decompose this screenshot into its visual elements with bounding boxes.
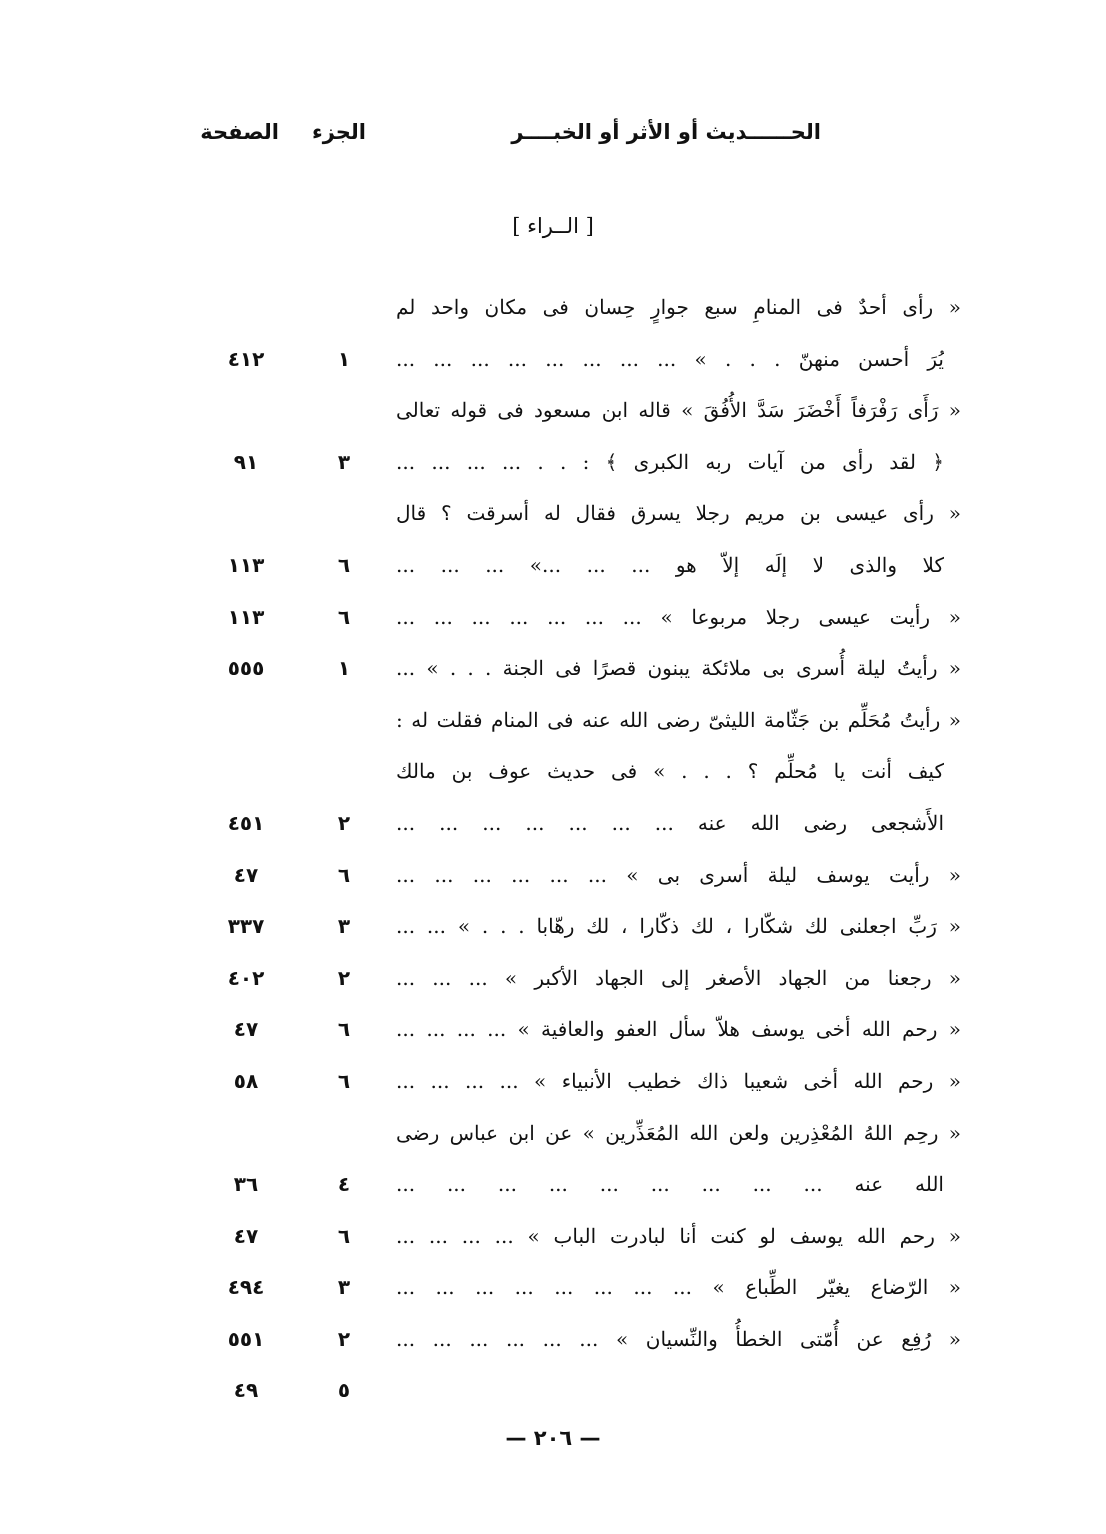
- entry-volume: ٣: [337, 1275, 351, 1300]
- index-row: [0, 1108, 1106, 1160]
- entry-text: « رَبِّ اجعلنى لك شكّارا ، لك ذكّارا ، لك رهّابا . . . » ... ...: [396, 914, 961, 939]
- entry-volume: ٣: [337, 914, 351, 939]
- entry-text: « رأيتُ ليلة أُسرى بى ملائكة يبنون قصرًا فى الجنة . . . » ...: [396, 656, 961, 681]
- entry-text: « رحِم اللهُ المُعْذِرين ولعن الله المُعَذِّرين » عن ابن عباس رضى: [396, 1120, 961, 1145]
- index-row: [0, 437, 1106, 489]
- entry-volume: ٦: [337, 862, 351, 887]
- index-row: [0, 643, 1106, 695]
- entry-page: ٥٥٥: [227, 656, 265, 681]
- index-row: [0, 1262, 1106, 1314]
- index-row: [0, 592, 1106, 644]
- index-row: [0, 1211, 1106, 1263]
- page-number: — ٢٠٦ —: [505, 1426, 601, 1450]
- section-title: [ الــراء ]: [512, 214, 594, 238]
- entry-page: ١١٣: [227, 604, 265, 629]
- entry-text: « رُفِع عن أُمّتى الخطأُ والنِّسيان » ... ... ... ... ... ...: [396, 1326, 961, 1351]
- entry-volume: ٦: [337, 1068, 351, 1093]
- index-row: [0, 282, 1106, 334]
- index-row: [0, 746, 1106, 798]
- index-row: [0, 488, 1106, 540]
- index-row: [0, 1159, 1106, 1211]
- entry-text: كيف أنت يا مُحلِّم ؟ . . . » فى حديث عوف بن مالك: [396, 759, 944, 784]
- index-row: [0, 798, 1106, 850]
- index-row: [0, 953, 1106, 1005]
- entry-volume: ٢: [337, 965, 351, 990]
- entry-page: ٤٧: [233, 862, 259, 887]
- entry-page: ٤٩: [233, 1378, 259, 1403]
- entry-page: ٤٠٢: [227, 965, 265, 990]
- entry-volume: ٢: [337, 810, 351, 835]
- entry-volume: ١: [337, 346, 351, 371]
- entry-volume: ٣: [337, 449, 351, 474]
- entry-volume: ٦: [337, 552, 351, 577]
- entry-text: « رأى عيسى بن مريم رجلا يسرق فقال له أسرقت ؟ قال: [396, 501, 961, 526]
- column-header-hadith: الحــــــديث أو الأثر أو الخبــــر: [511, 120, 821, 144]
- entry-page: ١١٣: [227, 552, 265, 577]
- index-row: [0, 1314, 1106, 1366]
- entry-text: [396, 1365, 961, 1417]
- hadith-index-list: [0, 282, 1106, 1417]
- entry-page: ٥٥١: [227, 1326, 265, 1351]
- entry-volume: ٦: [337, 604, 351, 629]
- entry-page: ٤١٢: [227, 346, 265, 371]
- entry-text: « رحم الله أخى يوسف هلاّ سأل العفو والعافية » ... ... ... ...: [396, 1017, 961, 1042]
- entry-volume: ٢: [337, 1326, 351, 1351]
- entry-text: « الرّضاع يغيّر الطِّباع » ... ... ... ... ... ... ... ...: [396, 1275, 961, 1300]
- entry-text: « رحم الله يوسف لو كنت أنا لبادرت الباب » ... ... ... ...: [396, 1223, 961, 1248]
- entry-page: ٣٣٧: [227, 914, 265, 939]
- index-row: [0, 1365, 1106, 1417]
- entry-text: « رحم الله أخى شعيبا ذاك خطيب الأنبياء » ... ... ... ...: [396, 1068, 961, 1093]
- entry-text: الله عنه ... ... ... ... ... ... ... ... ...: [396, 1172, 944, 1197]
- entry-text: « رَأَى رَفْرَفاً أَخْضَرَ سَدَّ الأُفُقَ » قاله ابن مسعود فى قوله تعالى: [396, 398, 961, 423]
- column-header-page: الصفحة: [200, 120, 279, 144]
- entry-text: الأَشجعى رضى الله عنه ... ... ... ... ... ... ...: [396, 810, 944, 835]
- entry-volume: ١: [337, 656, 351, 681]
- index-row: [0, 901, 1106, 953]
- entry-volume: ٦: [337, 1017, 351, 1042]
- entry-page: ٥٨: [233, 1068, 259, 1093]
- index-row: [0, 385, 1106, 437]
- entry-page: ٤٧: [233, 1017, 259, 1042]
- entry-text: « رأيت عيسى رجلا مربوعا » ... ... ... ... ... ... ...: [396, 604, 961, 629]
- entry-volume: ٤: [337, 1172, 351, 1197]
- entry-text: « رجعنا من الجهاد الأصغر إلى الجهاد الأكبر » ... ... ...: [396, 965, 961, 990]
- entry-page: ٤٧: [233, 1223, 259, 1248]
- index-row: [0, 334, 1106, 386]
- entry-page: ٩١: [233, 449, 259, 474]
- index-row: [0, 695, 1106, 747]
- entry-text: كلا والذى لا إلَه إلاّ هو ... ... ...» ... ... ...: [396, 552, 944, 577]
- entry-text: « رأيتُ مُحَلِّم بن جَثّامة الليثىّ رضى الله عنه فى المنام فقلت له :: [396, 707, 961, 732]
- entry-page: ٤٩٤: [227, 1275, 265, 1300]
- entry-text: « رأى أحدٌ فى المنامِ سبع جوارٍ حِسان فى مكان واحد لم: [396, 295, 961, 319]
- entry-text: يُرَ أحسن منهنّ . . . » ... ... ... ... ... ... ... ...: [396, 346, 944, 371]
- index-row: [0, 1056, 1106, 1108]
- index-row: [0, 540, 1106, 592]
- entry-page: ٤٥١: [227, 810, 265, 835]
- index-row: [0, 850, 1106, 902]
- entry-volume: ٦: [337, 1223, 351, 1248]
- entry-text: « رأيت يوسف ليلة أسرى بى » ... ... ... ... ... ...: [396, 862, 961, 887]
- entry-page: ٣٦: [233, 1172, 259, 1197]
- index-row: [0, 1004, 1106, 1056]
- entry-text: ﴿ لقد رأى من آيات ربه الكبرى ﴾ : . . ... ... ... ...: [396, 449, 944, 474]
- column-header-volume: الجزء: [311, 120, 366, 144]
- entry-volume: ٥: [337, 1378, 351, 1403]
